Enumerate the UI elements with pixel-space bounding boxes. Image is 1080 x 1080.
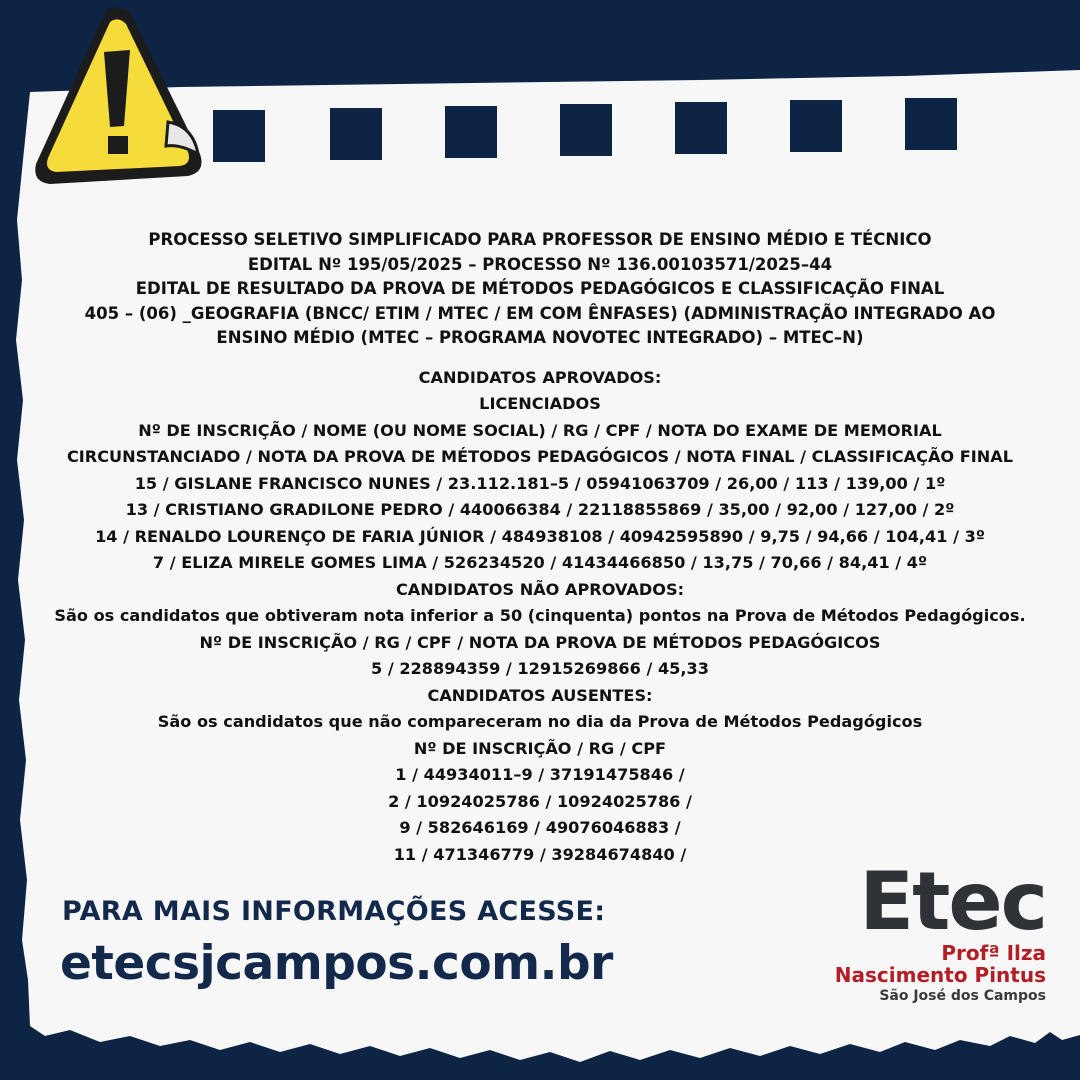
candidate-row: 13 / CRISTIANO GRADILONE PEDRO / 440066384 / 22118855869 / 35,00 / 92,00 / 127,00 / 2º (125, 500, 955, 519)
etec-logo (834, 855, 1046, 1006)
candidate-row: 14 / RENALDO LOURENÇO DE FARIA JÚNIOR / 484938108 / 40942595890 / 9,75 / 94,66 / 104,41 / 3º (95, 526, 985, 546)
logo-school-name: Profª Ilza (941, 941, 1046, 965)
header-line: 405 – (06) _GEOGRAFIA (BNCC/ ETIM / MTEC / EM COM ÊNFASES) (ADMINISTRAÇÃO INTEGRADO AO (84, 303, 996, 323)
notice-body (14, 365, 1066, 869)
column-header: Nº DE INSCRIÇÃO / RG / CPF (413, 738, 667, 758)
header-line: EDITAL DE RESULTADO DA PROVA DE MÉTODOS PEDAGÓGICOS E CLASSIFICAÇÃO FINAL (135, 279, 945, 298)
section-description: São os candidatos que não compareceram no dia da Prova de Métodos Pedagógicos (157, 712, 923, 731)
header-line: PROCESSO SELETIVO SIMPLIFICADO PARA PROFESSOR DE ENSINO MÉDIO E TÉCNICO (148, 230, 932, 249)
warning-triangle-icon (28, 4, 208, 189)
column-header: Nº DE INSCRIÇÃO / RG / CPF / NOTA DA PROVA DE MÉTODOS PEDAGÓGICOS (199, 632, 881, 652)
section-title-approved: CANDIDATOS APROVADOS: (418, 367, 662, 387)
column-header: Nº DE INSCRIÇÃO / NOME (OU NOME SOCIAL) / RG / CPF / NOTA DO EXAME DE MEMORIAL (138, 420, 942, 440)
column-header: CIRCUNSTANCIADO / NOTA DA PROVA DE MÉTODOS PEDAGÓGICOS / NOTA FINAL / CLASSIFICAÇÃO FINAL (66, 447, 1014, 466)
logo-city: São José dos Campos (879, 988, 1046, 1004)
notice-content (14, 228, 1066, 868)
logo-wordmark: Etec (859, 855, 1046, 948)
more-info-label: PARA MAIS INFORMAÇÕES ACESSE: (62, 896, 606, 927)
candidate-row: 9 / 582646169 / 49076046883 / (399, 818, 681, 837)
header-line: EDITAL Nº 195/05/2025 – PROCESSO Nº 136.00103571/2025–44 (247, 254, 833, 274)
candidate-row: 1 / 44934011–9 / 37191475846 / (395, 765, 685, 784)
notice-header (14, 228, 1066, 351)
candidate-row: 15 / GISLANE FRANCISCO NUNES / 23.112.181–5 / 05941063709 / 26,00 / 113 / 139,00 / 1º (134, 473, 946, 493)
candidate-row: 7 / ELIZA MIRELE GOMES LIMA / 526234520 / 41434466850 / 13,75 / 70,66 / 84,41 / 4º (152, 553, 928, 572)
website-link[interactable]: etecsjcampos.com.br (60, 936, 613, 991)
section-description: São os candidatos que obtiveram nota inferior a 50 (cinquenta) pontos na Prova de Métodos Pedagógicos. (54, 606, 1026, 625)
candidate-row: 2 / 10924025786 / 10924025786 / (388, 791, 692, 811)
section-title-absent: CANDIDATOS AUSENTES: (427, 685, 653, 705)
logo-school-name: Nascimento Pintus (834, 963, 1046, 987)
candidate-row: 11 / 471346779 / 39284674840 / (393, 844, 687, 864)
section-title-not-approved: CANDIDATOS NÃO APROVADOS: (395, 579, 685, 599)
candidate-row: 5 / 228894359 / 12915269866 / 45,33 (371, 659, 709, 678)
subsection-title: LICENCIADOS (479, 394, 601, 413)
header-line: ENSINO MÉDIO (MTEC – PROGRAMA NOVOTEC INTEGRADO) – MTEC–N) (216, 328, 864, 347)
